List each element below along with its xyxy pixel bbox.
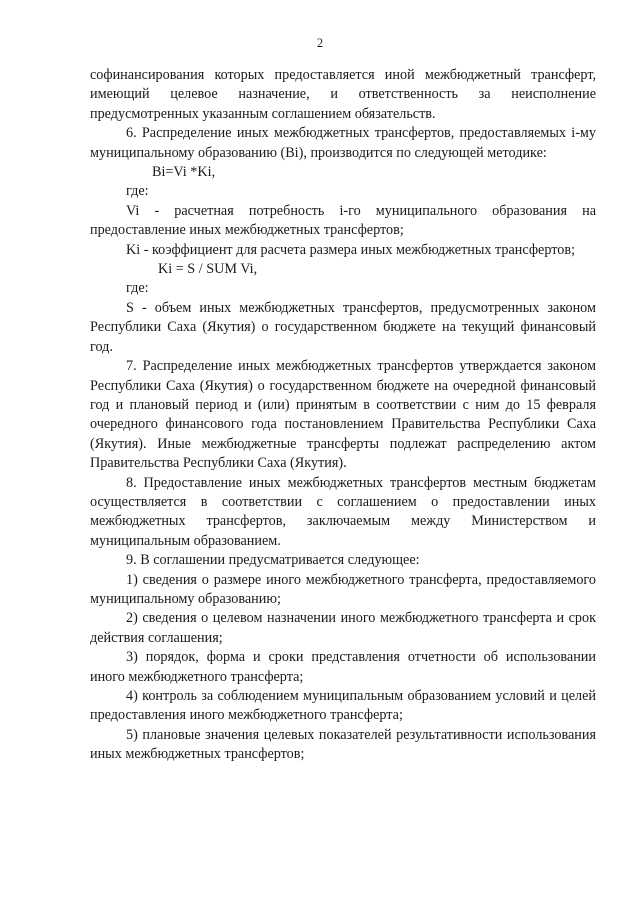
paragraph-continuation: софинансирования которых предоставляется иной межбюджетный трансферт, имеющий целевое назначение, и ответственность за неисполнение предусмотренных указанным соглашением обязательств. <box>90 67 596 122</box>
page-number: 2 <box>316 36 324 50</box>
definition-s: S - объем иных межбюджетных трансфертов, предусмотренных законом Республики Саха (Якутия) о государственном бюджете на текущий финансовый год. <box>90 299 596 355</box>
paragraph-6: 6. Распределение иных межбюджетных трансфертов, предоставляемых i-му муниципальному образованию (Bi), производится по следующей методике: <box>90 125 596 161</box>
where-label-1: где: <box>126 183 149 200</box>
document-body <box>90 66 596 765</box>
list-item-4: 4) контроль за соблюдением муниципальным образованием условий и целей предоставления иного межбюджетного трансферта; <box>90 688 596 724</box>
list-item-2: 2) сведения о целевом назначении иного межбюджетного трансферта и срок действия соглашения; <box>90 610 596 646</box>
definition-vi: Vi - расчетная потребность i-го муниципального образования на предоставление иных межбюджетных трансфертов; <box>90 202 596 239</box>
list-item-5: 5) плановые значения целевых показателей результативности использования иных межбюджетных трансфертов; <box>90 726 596 763</box>
formula-ki: Ki = S / SUM Vi, <box>158 261 258 278</box>
paragraph-7: 7. Распределение иных межбюджетных трансфертов утверждается законом Республики Саха (Якутия) о государственном бюджете на очередной финансовый год и плановый период и (или) принятым в соответствии с ним до 15 февраля очередного финансового года постановлением Правительства Республики Саха (Якутия). Иные межбюджетные трансферты подлежат распределению актом Правительства Республики Саха (Якутия). <box>90 358 596 472</box>
list-item-1: 1) сведения о размере иного межбюджетного трансферта, предоставляемого муниципальному образованию; <box>90 571 596 607</box>
list-item-3: 3) порядок, форма и сроки представления отчетности об использовании иного межбюджетного трансферта; <box>90 649 596 685</box>
paragraph-8: 8. Предоставление иных межбюджетных трансфертов местным бюджетам осуществляется в соответствии с соглашением о предоставлении иных межбюджетных трансфертов, заключаемым между Министерством и муниципальным образованием. <box>90 474 596 549</box>
formula-bi: Bi=Vi *Ki, <box>152 164 216 181</box>
where-label-2: где: <box>126 280 149 297</box>
definition-ki: Ki - коэффициент для расчета размера иных межбюджетных трансфертов; <box>126 241 576 258</box>
paragraph-9: 9. В соглашении предусматривается следующее: <box>126 552 420 569</box>
